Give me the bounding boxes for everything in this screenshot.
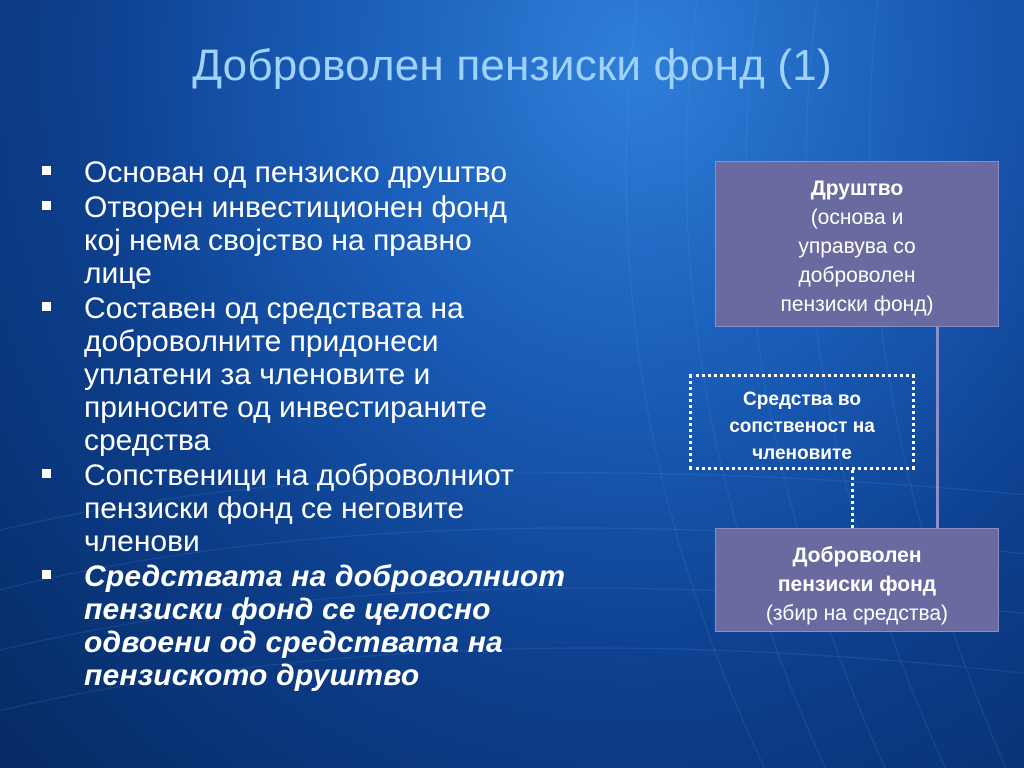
- bullet-item-open-fund: [42, 191, 682, 290]
- square-bullet-icon: [42, 302, 51, 311]
- pension-fund-box-description: (збир на средства): [765, 602, 949, 625]
- company-fund-connector: [936, 327, 939, 528]
- bullet-item-founded: [42, 156, 682, 189]
- square-bullet-icon: [42, 201, 51, 210]
- bullet-text: Сопственици на доброволниот пензиски фонд се неговите членови: [84, 459, 514, 558]
- bullet-text: Отворен инвестиционен фонд кој нема својство на правно лице: [84, 191, 507, 290]
- square-bullet-icon: [42, 570, 51, 579]
- pension-fund-box-title: Доброволен пензиски фонд: [777, 544, 937, 596]
- pension-fund-box: [715, 528, 999, 632]
- bullet-text: Средствата на доброволниот пензиски фонд се целосно одвоени од средствата на пензиското друштво: [84, 560, 566, 692]
- assets-fund-dotted-connector: [851, 470, 854, 528]
- company-box-description: (основа и управува со доброволен пензиски фонд): [780, 206, 934, 316]
- bullet-text: Основан од пензиско друштво: [84, 156, 508, 189]
- slide-title: Доброволен пензиски фонд (1): [192, 41, 832, 90]
- member-assets-box-title: Средства во сопственост на членовите: [729, 389, 875, 464]
- company-box-title: Друштво: [810, 177, 904, 200]
- bullet-list: [42, 156, 682, 694]
- square-bullet-icon: [42, 469, 51, 478]
- bullet-item-owners: [42, 459, 682, 558]
- bullet-text: Составен од средствата на доброволните придонеси уплатени за членовите и приносите од инвестираните средства: [84, 292, 487, 457]
- bullet-item-composition: [42, 292, 682, 457]
- member-assets-box: [689, 374, 915, 470]
- bullet-item-separation: [42, 560, 682, 692]
- square-bullet-icon: [42, 166, 51, 175]
- company-box: [715, 161, 999, 327]
